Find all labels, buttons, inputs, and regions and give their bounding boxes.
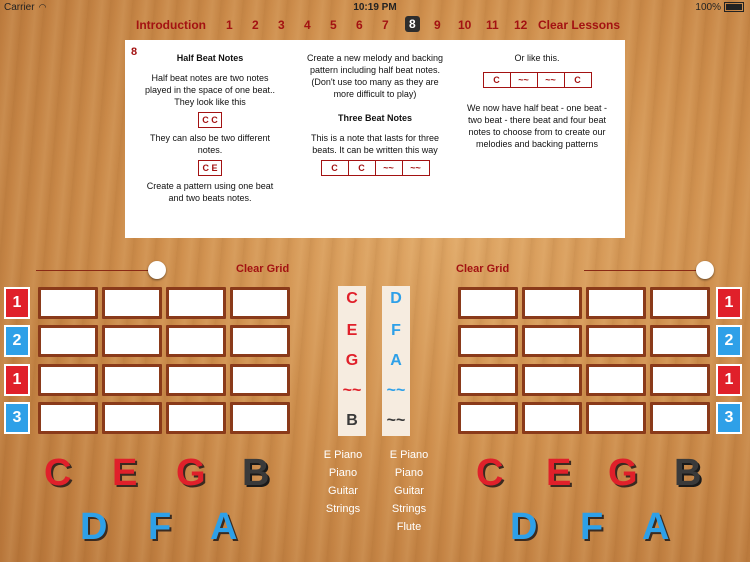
right-key-e[interactable]: E: [546, 452, 572, 494]
left-volume-slider-track[interactable]: [36, 270, 156, 271]
strip-note-g[interactable]: G: [345, 352, 359, 369]
half-beat-text: Half beat notes are two notes played in the space of one beat.. They look like this: [144, 73, 276, 107]
strip-note-c[interactable]: C: [346, 290, 358, 307]
right-clear-grid-button[interactable]: Clear Grid: [456, 263, 510, 275]
intro-link[interactable]: Introduction: [136, 18, 206, 32]
grid-cell[interactable]: [102, 402, 162, 434]
instrument-guitar[interactable]: Guitar: [328, 485, 358, 497]
grid-cell[interactable]: [458, 287, 518, 319]
grid-cell[interactable]: [650, 287, 710, 319]
strip-tie-dark[interactable]: ~~: [386, 412, 406, 429]
left-key-a[interactable]: A: [210, 506, 238, 548]
grid-cell[interactable]: [650, 325, 710, 357]
lesson-column-1: [139, 52, 281, 204]
grid-cell[interactable]: [458, 325, 518, 357]
create-pattern-text: Create a pattern using one beat and two beats notes.: [146, 181, 274, 203]
grid-cell[interactable]: [102, 287, 162, 319]
grid-cell[interactable]: [650, 402, 710, 434]
left-key-e[interactable]: E: [112, 452, 138, 494]
battery-icon: [724, 2, 744, 12]
grid-cell[interactable]: [38, 364, 98, 396]
right-volume-slider-track[interactable]: [584, 270, 706, 271]
three-beat-text: This is a note that lasts for three beats. It can be written this way: [310, 133, 440, 155]
right-row-4-label[interactable]: 3: [716, 402, 742, 434]
summary-text: We now have half beat - one beat - two beat - there beat and four beat notes to choose from to create our melodies and backing patterns: [467, 103, 607, 149]
grid-cell[interactable]: [166, 364, 226, 396]
grid-cell[interactable]: [586, 287, 646, 319]
strip-note-a[interactable]: A: [390, 352, 402, 369]
new-melody-text: Create a new melody and backing pattern including half beat notes. (Don't use too many as they are more difficult to play): [306, 53, 444, 99]
different-notes-text: They can also be two different notes.: [150, 133, 270, 155]
lesson-9[interactable]: 9: [434, 18, 441, 32]
grid-cell[interactable]: [522, 402, 582, 434]
grid-cell[interactable]: [166, 287, 226, 319]
lesson-7[interactable]: 7: [382, 18, 389, 32]
lesson-3[interactable]: 3: [278, 18, 285, 32]
instrument-strings[interactable]: Strings: [325, 503, 361, 515]
right-key-d[interactable]: D: [510, 506, 538, 548]
carrier-label: Carrier ◠: [4, 2, 47, 13]
strip-note-f[interactable]: F: [391, 322, 401, 339]
clear-lessons-button[interactable]: Clear Lessons: [538, 18, 621, 32]
half-beat-heading: Half Beat Notes: [176, 53, 244, 63]
left-row-4-label[interactable]: 3: [4, 402, 30, 434]
wifi-icon: ◠: [38, 2, 47, 12]
battery-indicator: 100%: [695, 2, 744, 13]
left-volume-slider-knob[interactable]: [148, 261, 166, 279]
grid-cell[interactable]: [38, 287, 98, 319]
grid-cell[interactable]: [166, 325, 226, 357]
right-row-2-label[interactable]: 2: [716, 325, 742, 357]
three-beat-heading: Three Beat Notes: [337, 113, 413, 123]
lesson-10[interactable]: 10: [458, 18, 472, 32]
status-bar: [0, 0, 750, 16]
right-key-g[interactable]: G: [608, 452, 638, 494]
lesson-panel: [125, 40, 625, 238]
right-key-f[interactable]: F: [580, 506, 604, 548]
lesson-12[interactable]: 12: [514, 18, 528, 32]
lesson-5[interactable]: 5: [330, 18, 337, 32]
lesson-1[interactable]: 1: [226, 18, 233, 32]
bass-note-strip: [382, 286, 410, 436]
left-row-2-label[interactable]: 2: [4, 325, 30, 357]
grid-cell[interactable]: [522, 287, 582, 319]
lesson-8-active[interactable]: 8: [405, 16, 420, 32]
half-beat-example-1: C C: [198, 112, 222, 128]
grid-cell[interactable]: [102, 325, 162, 357]
grid-cell[interactable]: [230, 364, 290, 396]
instrument-guitar[interactable]: Guitar: [394, 485, 424, 497]
lesson-number: 8: [131, 46, 138, 58]
strip-note-e[interactable]: E: [346, 322, 358, 339]
strip-tie[interactable]: ~~: [342, 382, 362, 399]
grid-cell[interactable]: [230, 287, 290, 319]
left-row-1-label[interactable]: 1: [4, 287, 30, 319]
right-row-3-label[interactable]: 1: [716, 364, 742, 396]
grid-cell[interactable]: [650, 364, 710, 396]
strip-tie[interactable]: ~~: [386, 382, 406, 399]
three-beat-example: C C ~~ ~~: [321, 160, 430, 176]
left-key-b[interactable]: B: [242, 452, 270, 494]
left-key-c[interactable]: C: [44, 452, 72, 494]
grid-cell[interactable]: [102, 364, 162, 396]
strip-note-d[interactable]: D: [390, 290, 402, 307]
grid-cell[interactable]: [166, 402, 226, 434]
left-clear-grid-button[interactable]: Clear Grid: [236, 263, 290, 275]
instrument-piano[interactable]: Piano: [394, 467, 424, 479]
grid-cell[interactable]: [458, 364, 518, 396]
grid-cell[interactable]: [586, 364, 646, 396]
right-instrument-list: [384, 446, 434, 536]
lesson-4[interactable]: 4: [304, 18, 311, 32]
grid-cell[interactable]: [38, 325, 98, 357]
instrument-strings[interactable]: Strings: [391, 503, 427, 515]
grid-cell[interactable]: [38, 402, 98, 434]
instrument-flute[interactable]: Flute: [396, 521, 422, 533]
left-instrument-list: [318, 446, 368, 518]
grid-cell[interactable]: [586, 325, 646, 357]
grid-cell[interactable]: [458, 402, 518, 434]
right-row-1-label[interactable]: 1: [716, 287, 742, 319]
left-row-3-label[interactable]: 1: [4, 364, 30, 396]
right-volume-slider-knob[interactable]: [696, 261, 714, 279]
right-key-c[interactable]: C: [476, 452, 504, 494]
grid-cell[interactable]: [230, 402, 290, 434]
instrument-e-piano[interactable]: E Piano: [323, 449, 363, 461]
grid-cell[interactable]: [522, 325, 582, 357]
left-key-f[interactable]: F: [148, 506, 172, 548]
half-beat-example-2: C E: [198, 160, 221, 176]
right-key-b[interactable]: B: [674, 452, 702, 494]
instrument-e-piano[interactable]: E Piano: [389, 449, 429, 461]
lesson-6[interactable]: 6: [356, 18, 363, 32]
grid-cell[interactable]: [586, 402, 646, 434]
or-like-this-text: Or like this.: [514, 53, 560, 63]
three-beat-alt-example: C ~~ ~~ C: [483, 72, 592, 88]
lesson-11[interactable]: 11: [486, 18, 499, 32]
instrument-piano[interactable]: Piano: [328, 467, 358, 479]
left-key-g[interactable]: G: [176, 452, 206, 494]
clock: 10:19 PM: [353, 2, 397, 13]
lesson-column-2: [301, 52, 449, 180]
grid-cell[interactable]: [522, 364, 582, 396]
left-key-d[interactable]: D: [80, 506, 108, 548]
lesson-2[interactable]: 2: [252, 18, 259, 32]
lesson-column-3: [461, 52, 613, 150]
strip-note-b[interactable]: B: [346, 412, 358, 429]
right-key-a[interactable]: A: [642, 506, 670, 548]
grid-cell[interactable]: [230, 325, 290, 357]
melody-note-strip: [338, 286, 366, 436]
